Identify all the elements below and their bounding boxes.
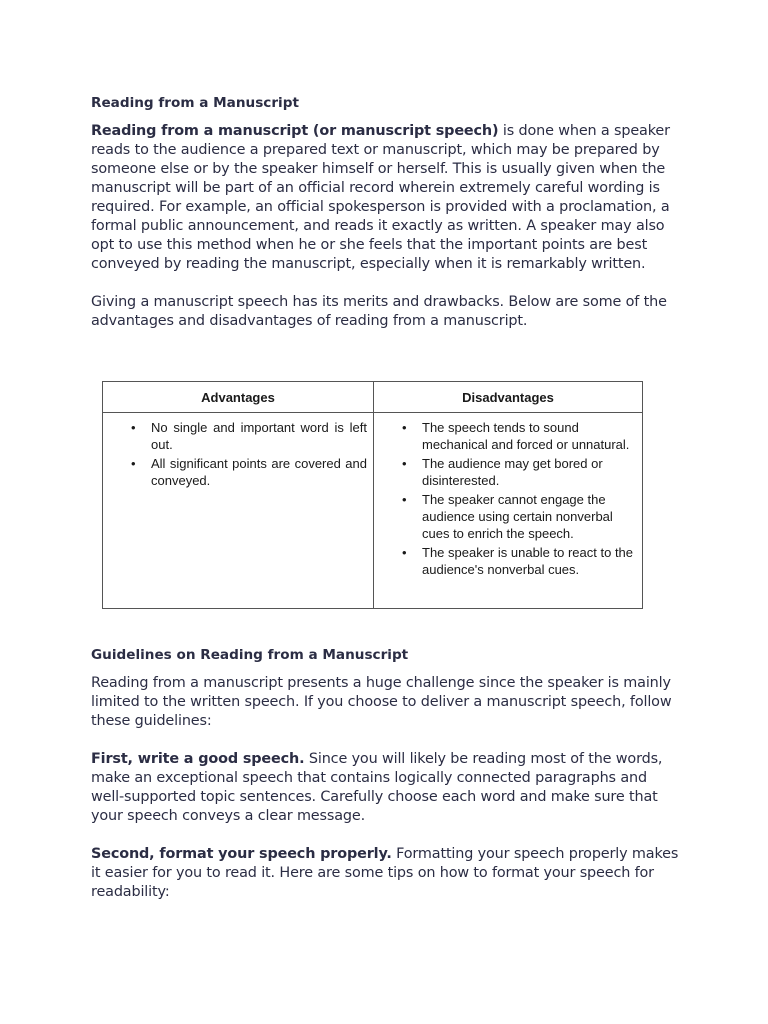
merits-paragraph: Giving a manuscript speech has its merits and drawbacks. Below are some of the advantages and disadvantages of reading from a manuscript. [91,294,667,329]
disadvantages-list [374,413,642,578]
first-guideline-paragraph [91,750,681,826]
guidelines-intro-paragraph: Reading from a manuscript presents a huge challenge since the speaker is mainly limited to the written speech. If you choose to deliver a manuscript speech, follow these guidelines: [91,675,672,729]
advantages-disadvantages-table [102,381,643,609]
advantage-item: • All significant points are covered and conveyed. [151,455,367,489]
section-heading-reading-from-manuscript: Reading from a Manuscript [91,95,299,111]
advantages-column [103,382,374,608]
advantages-list [103,413,373,489]
disadvantages-column [374,382,642,608]
disadvantage-item: • The audience may get bored or disinterested. [422,455,636,489]
disadvantage-item: • The speaker is unable to react to the audience's nonverbal cues. [422,544,636,578]
intro-paragraph-text: is done when a speaker reads to the audience a prepared text or manuscript, which may be prepared by someone else or by the speaker himself or herself. This is usually given when the manuscript will be part of an official record wherein extremely careful wording is required. For example, an official spokesperson is provided with a proclamation, a formal public announcement, and reads it exactly as written. A speaker may also opt to use this method when he or she feels that the important points are best conveyed by reading the manuscript, especially when it is remarkably written. [91,123,670,272]
second-guideline-paragraph [91,845,681,902]
section-heading-guidelines: Guidelines on Reading from a Manuscript [91,647,409,663]
first-guideline-text: Since you will likely be reading most of the words, make an exceptional speech that contains logically connected paragraphs and well-supported topic sentences. Carefully choose each word and make sure that your speech conveys a clear message. [91,751,663,824]
advantages-header: Advantages [103,382,373,413]
intro-bold-term: Reading from a manuscript (or manuscript speech) [91,123,499,139]
lower-section [91,646,681,902]
disadvantage-item: • The speech tends to sound mechanical and forced or unnatural. [422,419,636,453]
second-guideline-text: Formatting your speech properly makes it easier for you to read it. Here are some tips on how to format your speech for readability: [91,846,679,900]
second-guideline-bold: Second, format your speech properly. [91,846,392,862]
upper-section [91,94,681,331]
disadvantage-item: • The speaker cannot engage the audience using certain nonverbal cues to enrich the speech. [422,491,636,542]
disadvantages-header: Disadvantages [374,382,642,413]
first-guideline-bold: First, write a good speech. [91,751,305,767]
advantage-item: • No single and important word is left out. [151,419,367,453]
intro-paragraph [91,122,681,274]
